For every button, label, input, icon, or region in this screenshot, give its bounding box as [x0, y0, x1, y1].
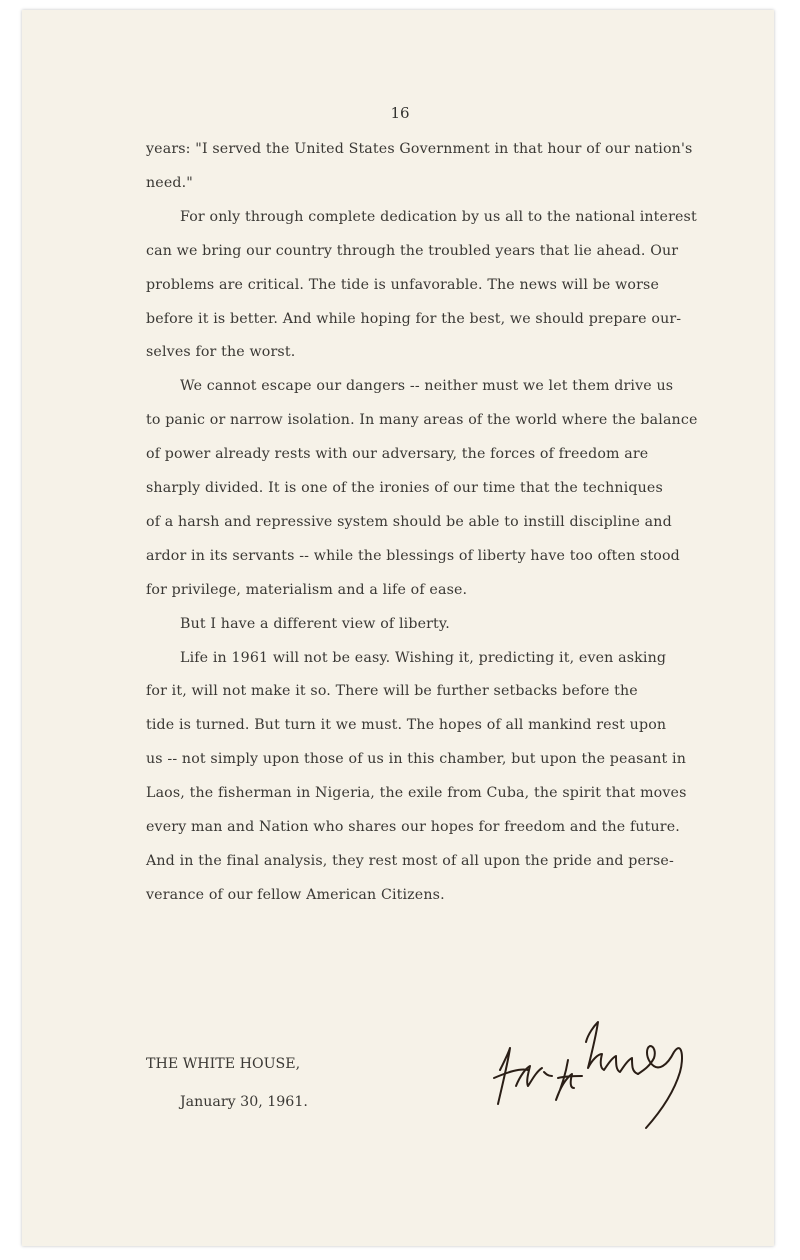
body-line: to panic or narrow isolation. In many areas of the world where the balance: [146, 412, 698, 429]
body-line: can we bring our country through the troubled years that lie ahead. Our: [146, 242, 679, 259]
body-line: need.": [146, 174, 193, 191]
body-line: sharply divided. It is one of the ironies of our time that the techniques: [146, 480, 663, 496]
body-line: before it is better. And while hoping for the best, we should prepare our-: [146, 310, 682, 327]
body-line: years: "I served the United States Government in that hour of our nation's: [146, 141, 693, 157]
signature-image: [486, 1012, 696, 1142]
page-number: 16: [390, 104, 410, 122]
body-line: ardor in its servants -- while the blessings of liberty have too often stood: [146, 547, 680, 564]
body-line: every man and Nation who shares our hopes for freedom and the future.: [146, 819, 680, 835]
body-line: But I have a different view of liberty.: [180, 615, 450, 632]
body-line: We cannot escape our dangers -- neither must we let them drive us: [180, 378, 674, 395]
body-line: Laos, the fisherman in Nigeria, the exile from Cuba, the spirit that moves: [146, 785, 687, 802]
body-line: Life in 1961 will not be easy. Wishing it, predicting it, even asking: [180, 649, 667, 666]
body-line: And in the final analysis, they rest most of all upon the pride and perse-: [146, 852, 674, 869]
body-line: for it, will not make it so. There will be further setbacks before the: [146, 683, 638, 700]
body-line: For only through complete dedication by us all to the national interest: [180, 208, 697, 225]
closing-place: THE WHITE HOUSE,: [146, 1056, 301, 1072]
body-line: tide is turned. But turn it we must. The hopes of all mankind rest upon: [146, 717, 667, 734]
body-line: verance of our fellow American Citizens.: [146, 886, 445, 903]
body-line: problems are critical. The tide is unfavorable. The news will be worse: [146, 276, 660, 293]
body-line: selves for the worst.: [146, 344, 296, 361]
body-line: us -- not simply upon those of us in this chamber, but upon the peasant in: [146, 751, 686, 768]
body-line: of a harsh and repressive system should be able to instill discipline and: [146, 513, 672, 530]
body-line: of power already rests with our adversary, the forces of freedom are: [146, 446, 649, 463]
body-line: for privilege, materialism and a life of ease.: [146, 581, 468, 598]
closing-date: January 30, 1961.: [180, 1094, 308, 1110]
